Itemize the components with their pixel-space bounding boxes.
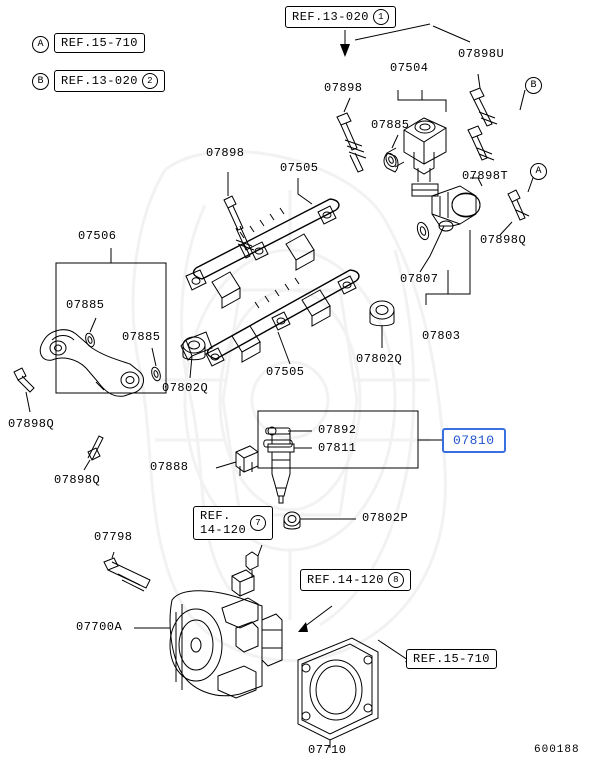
ref-box-14-120-7-line1: REF. <box>200 509 231 523</box>
legend-ref-b-num: 2 <box>142 73 158 89</box>
legend-ref-b[interactable]: REF.13-020 2 <box>54 70 165 92</box>
label-07505-upper: 07505 <box>280 161 319 175</box>
ref-box-15-710[interactable]: REF.15-710 <box>406 649 497 669</box>
marker-a: A <box>530 163 547 180</box>
ref-box-14-120-7-line2: 14-120 <box>200 523 247 537</box>
ref-box-13-020-1-num: 1 <box>373 9 389 25</box>
label-07803: 07803 <box>422 329 461 343</box>
label-07807: 07807 <box>400 272 439 286</box>
label-07700a: 07700A <box>76 620 123 634</box>
label-07802q-mid: 07802Q <box>356 352 403 366</box>
label-07892: 07892 <box>318 423 357 437</box>
label-07898q-bottom: 07898Q <box>54 473 101 487</box>
label-07505-lower: 07505 <box>266 365 305 379</box>
label-07898-top: 07898 <box>324 81 363 95</box>
label-07710: 07710 <box>308 743 347 757</box>
legend-marker-a: A <box>32 36 49 53</box>
label-07898-left: 07898 <box>206 146 245 160</box>
label-07506: 07506 <box>78 229 117 243</box>
label-07504: 07504 <box>390 61 429 75</box>
legend-ref-a[interactable]: REF.15-710 <box>54 33 145 53</box>
highlighted-part-07810[interactable]: 07810 <box>442 428 506 453</box>
label-07898t: 07898T <box>462 169 509 183</box>
ref-box-13-020-1[interactable]: REF.13-020 1 <box>285 6 396 28</box>
label-07898u: 07898U <box>458 47 505 61</box>
legend-marker-b: B <box>32 73 49 90</box>
drawing-id: 600188 <box>534 744 580 756</box>
ref-box-14-120-7-num: 7 <box>250 515 266 531</box>
label-07898q-right: 07898Q <box>480 233 527 247</box>
ref-box-14-120-8[interactable]: REF.14-120 8 <box>300 569 411 591</box>
label-07885-mid2: 07885 <box>122 330 161 344</box>
label-07811: 07811 <box>318 441 357 455</box>
label-07898q-left: 07898Q <box>8 417 55 431</box>
ref-box-14-120-7[interactable] <box>193 506 273 540</box>
label-07802q-left: 07802Q <box>162 381 209 395</box>
ref-box-14-120-8-num: 8 <box>388 572 404 588</box>
label-07802p: 07802P <box>362 511 409 525</box>
label-07885-mid: 07885 <box>66 298 105 312</box>
marker-b: B <box>525 77 542 94</box>
label-07885-top: 07885 <box>371 118 410 132</box>
label-07888: 07888 <box>150 460 189 474</box>
label-07798: 07798 <box>94 530 133 544</box>
